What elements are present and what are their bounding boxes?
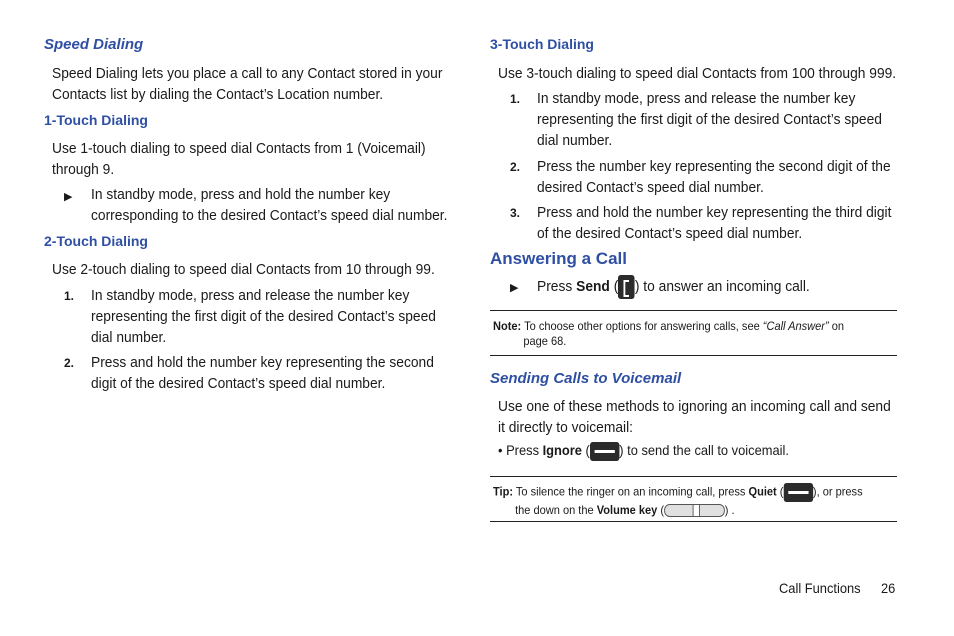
- text-line: dial number.: [91, 329, 167, 346]
- tip-line: [493, 503, 863, 518]
- text-run: To choose other options for answering calls, see: [521, 319, 763, 333]
- divider: [490, 476, 897, 477]
- step-number: 1.: [510, 92, 521, 106]
- divider: [490, 521, 897, 522]
- text-line: In standby mode, press and release the number key: [537, 90, 856, 107]
- tip-line: [493, 483, 863, 502]
- step-number: 2.: [510, 160, 521, 174]
- tip-label: Tip:: [493, 484, 514, 499]
- text-line: of the desired Contact’s speed dial number.: [537, 225, 803, 242]
- text-run: ) to answer an incoming call.: [634, 277, 810, 295]
- soft-key-icon: [783, 483, 812, 502]
- ignore-key-label: Ignore: [542, 442, 582, 458]
- note-box: [493, 319, 844, 349]
- two-touch-step-1: [91, 285, 436, 348]
- text-run: on: [828, 319, 845, 333]
- two-touch-step-2: [91, 352, 434, 394]
- text-run: (: [581, 442, 590, 458]
- text-line: representing the first digit of the desired Contact’s speed: [91, 308, 436, 325]
- voicemail-body: [498, 396, 891, 438]
- triangle-bullet-icon: ▶: [64, 191, 73, 203]
- three-touch-body: Use 3-touch dialing to speed dial Contacts from 100 through 999.: [498, 65, 897, 82]
- text-run: (: [609, 277, 619, 295]
- text-run: • Press: [498, 442, 543, 458]
- text-line: digit of the desired Contact’s speed dial number.: [91, 375, 386, 392]
- note-reference: “Call Answer”: [762, 319, 829, 333]
- text-run: ) to send the call to voicemail.: [619, 442, 789, 458]
- text-run: (: [657, 503, 665, 517]
- text-line: Use one of these methods to ignoring an incoming call and send: [498, 398, 891, 415]
- text-run: Press: [537, 277, 577, 295]
- text-line: In standby mode, press and release the number key: [91, 287, 410, 304]
- text-line: it directly to voicemail:: [498, 419, 633, 436]
- volume-key-icon: [664, 504, 725, 517]
- one-touch-body: [52, 138, 426, 180]
- text-line: Speed Dialing lets you place a call to any Contact stored in your: [52, 65, 443, 82]
- text-line: dial number.: [537, 132, 613, 149]
- step-number: 3.: [510, 206, 521, 220]
- one-touch-heading: 1-Touch Dialing: [44, 112, 148, 128]
- text-run: To silence the ringer on an incoming call, press: [513, 484, 749, 499]
- one-touch-bullet: [91, 184, 447, 226]
- step-number: 1.: [64, 289, 75, 303]
- soft-key-icon: [590, 442, 619, 461]
- speed-dialing-body: [52, 63, 442, 105]
- send-key-label: Send: [576, 277, 610, 295]
- answer-instruction: [537, 275, 810, 299]
- text-run: the down on the: [515, 503, 597, 517]
- text-line: representing the first digit of the desired Contact’s speed: [537, 111, 882, 128]
- triangle-bullet-icon: ▶: [510, 282, 519, 294]
- answering-call-heading: Answering a Call: [490, 249, 627, 268]
- three-touch-step-2: [537, 156, 891, 198]
- text-line: Press the number key representing the second digit of the: [537, 158, 891, 175]
- page-number: 26: [881, 580, 896, 596]
- text-line: Use 1-touch dialing to speed dial Contacts from 1 (Voicemail): [52, 140, 426, 157]
- footer-section: Call Functions: [779, 580, 861, 596]
- note-line: [493, 319, 844, 334]
- quiet-key-label: Quiet: [748, 484, 777, 499]
- three-touch-heading: 3-Touch Dialing: [490, 36, 594, 52]
- voicemail-heading: Sending Calls to Voicemail: [490, 370, 682, 387]
- step-number: 2.: [64, 356, 75, 370]
- text-line: through 9.: [52, 161, 115, 178]
- note-label: Note:: [493, 319, 522, 333]
- three-touch-step-3: [537, 202, 891, 244]
- voicemail-bullet: [498, 440, 789, 461]
- text-run: ), or press: [812, 484, 863, 499]
- tip-box: [493, 483, 863, 518]
- three-touch-step-1: [537, 88, 882, 151]
- text-line: Press and hold the number key representing the third digit: [537, 204, 892, 221]
- speed-dialing-heading: Speed Dialing: [44, 36, 144, 53]
- text-line: Contacts list by dialing the Contact’s Location number.: [52, 86, 384, 103]
- text-line: desired Contact’s speed dial number.: [537, 179, 764, 196]
- text-run: (: [776, 484, 784, 499]
- divider: [490, 310, 897, 311]
- text-run: ) .: [724, 503, 735, 517]
- note-line: page 68.: [523, 334, 567, 348]
- send-key-icon: [618, 275, 635, 299]
- volume-key-label: Volume key: [596, 503, 658, 517]
- two-touch-body: Use 2-touch dialing to speed dial Contacts from 10 through 99.: [52, 261, 435, 278]
- divider: [490, 355, 897, 356]
- text-line: In standby mode, press and hold the number key: [91, 186, 391, 203]
- text-line: corresponding to the desired Contact’s speed dial number.: [91, 207, 448, 224]
- text-line: Press and hold the number key representing the second: [91, 354, 434, 371]
- two-touch-heading: 2-Touch Dialing: [44, 233, 148, 249]
